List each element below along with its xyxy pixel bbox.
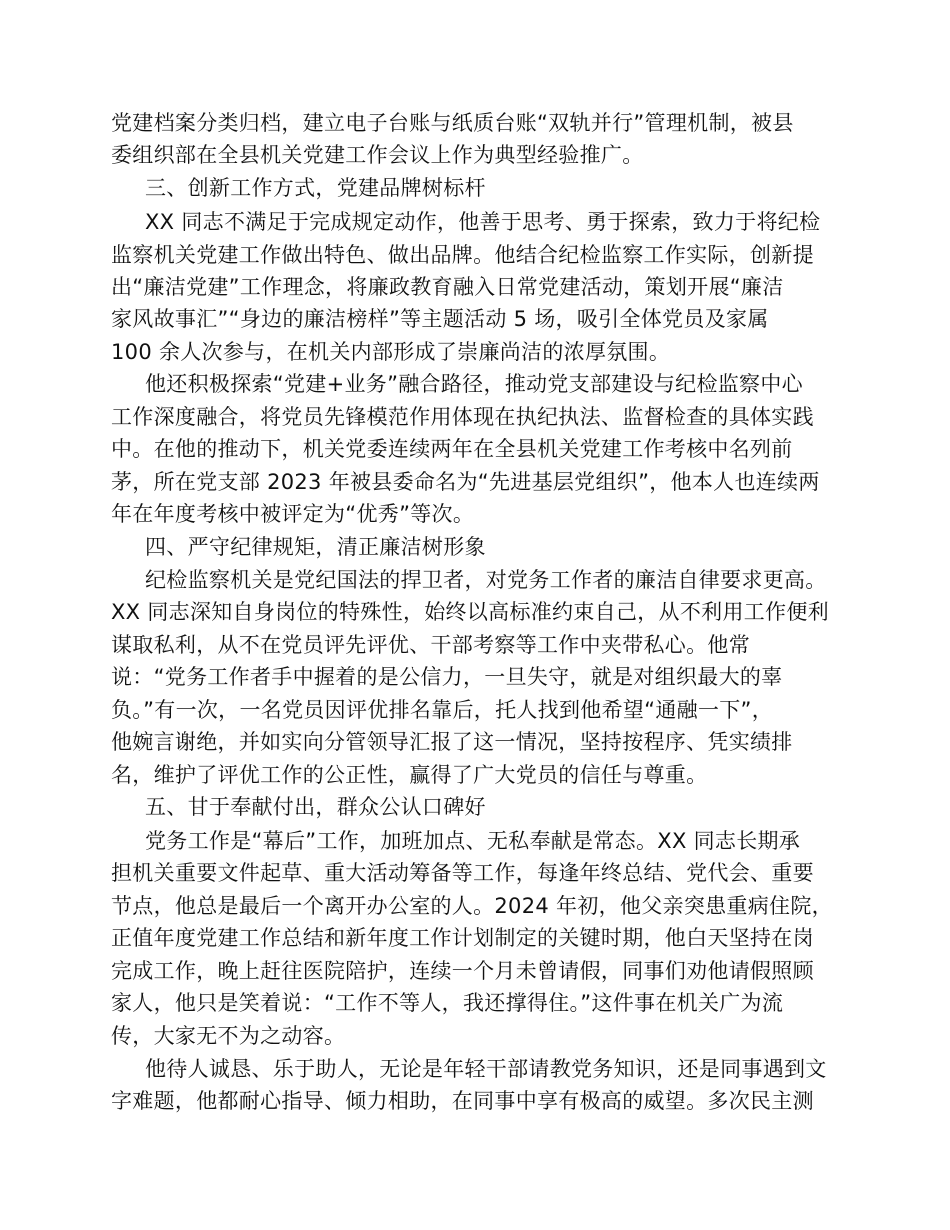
section-heading-4: 四、严守纪律规矩，清正廉洁树形象 — [145, 535, 486, 559]
body-text-line: XX 同志深知自身岗位的特殊性，始终以高标准约束自己，从不利用工作便利 — [111, 600, 829, 624]
body-text-line: 出“廉洁党建”工作理念，将廉政教育融入日常党建活动，策划开展“廉洁 — [111, 275, 784, 299]
body-text-line: 他待人诚恳、乐于助人，无论是年轻干部请教党务知识，还是同事遇到文 — [145, 1057, 827, 1081]
body-text-line: XX 同志不满足于完成规定动作，他善于思考、勇于探索，致力于将纪检 — [145, 210, 821, 234]
body-text-line: 年在年度考核中被评定为“优秀”等次。 — [111, 502, 475, 526]
body-text-line: 监察机关党建工作做出特色、做出品牌。他结合纪检监察工作实际，创新提 — [111, 243, 814, 267]
section-heading-5: 五、甘于奉献付出，群众公认口碑好 — [145, 795, 486, 819]
body-text-line: 党建档案分类归档，建立电子台账与纸质台账“双轨并行”管理机制，被县 — [111, 111, 794, 135]
body-text-line: 说：“党务工作者手中握着的是公信力，一旦失守，就是对组织最大的辜 — [111, 665, 783, 689]
body-text-line: 节点，他总是最后一个离开办公室的人。2024 年初，他父亲突患重病住院， — [111, 894, 833, 918]
body-text-line: 中。在他的推动下，机关党委连续两年在全县机关党建工作考核中名列前 — [111, 437, 793, 461]
body-text-line: 家人，他只是笑着说：“工作不等人，我还撑得住。”这件事在机关广为流 — [111, 991, 784, 1015]
body-text-line: 他婉言谢绝，并如实向分管领导汇报了这一情况，坚持按程序、凭实绩排 — [111, 730, 793, 754]
body-text-line: 完成工作，晚上赶往医院陪护，连续一个月未曾请假，同事们劝他请假照顾 — [111, 959, 814, 983]
body-text-line: 工作深度融合，将党员先锋模范作用体现在执纪执法、监督检查的具体实践 — [111, 405, 814, 429]
body-text-line: 正值年度党建工作总结和新年度工作计划制定的关键时期，他白天坚持在岗 — [111, 926, 814, 950]
body-text-line: 负。”有一次，一名党员因评优排名靠后，托人找到他希望“通融一下”， — [111, 698, 774, 722]
body-text-line: 他还积极探索“党建+业务”融合路径，推动党支部建设与纪检监察中心 — [145, 372, 803, 396]
body-text-line: 字难题，他都耐心指导、倾力相助，在同事中享有极高的威望。多次民主测 — [111, 1089, 814, 1113]
body-text-line: 100 余人次参与，在机关内部形成了崇廉尚洁的浓厚氛围。 — [111, 340, 671, 364]
body-text-line: 名，维护了评优工作的公正性，赢得了广大党员的信任与尊重。 — [111, 763, 708, 787]
body-text-line: 传，大家无不为之动容。 — [111, 1024, 346, 1048]
body-text-line: 委组织部在全县机关党建工作会议上作为典型经验推广。 — [111, 143, 644, 167]
body-text-line: 茅，所在党支部 2023 年被县委命名为“先进基层党组织”，他本人也连续两 — [111, 470, 820, 494]
body-text-line: 谋取私利，从不在党员评先评优、干部考察等工作中夹带私心。他常 — [111, 633, 750, 657]
section-heading-3: 三、创新工作方式，党建品牌树标杆 — [145, 176, 486, 200]
body-text-line: 党务工作是“幕后”工作，加班加点、无私奉献是常态。XX 同志长期承 — [145, 829, 801, 853]
body-text-line: 家风故事汇”“身边的廉洁榜样”等主题活动 5 场，吸引全体党员及家属 — [111, 307, 769, 331]
body-text-line: 纪检监察机关是党纪国法的捍卫者，对党务工作者的廉洁自律要求更高。 — [145, 568, 827, 592]
body-text-line: 担机关重要文件起草、重大活动筹备等工作，每逢年终总结、党代会、重要 — [111, 861, 814, 885]
